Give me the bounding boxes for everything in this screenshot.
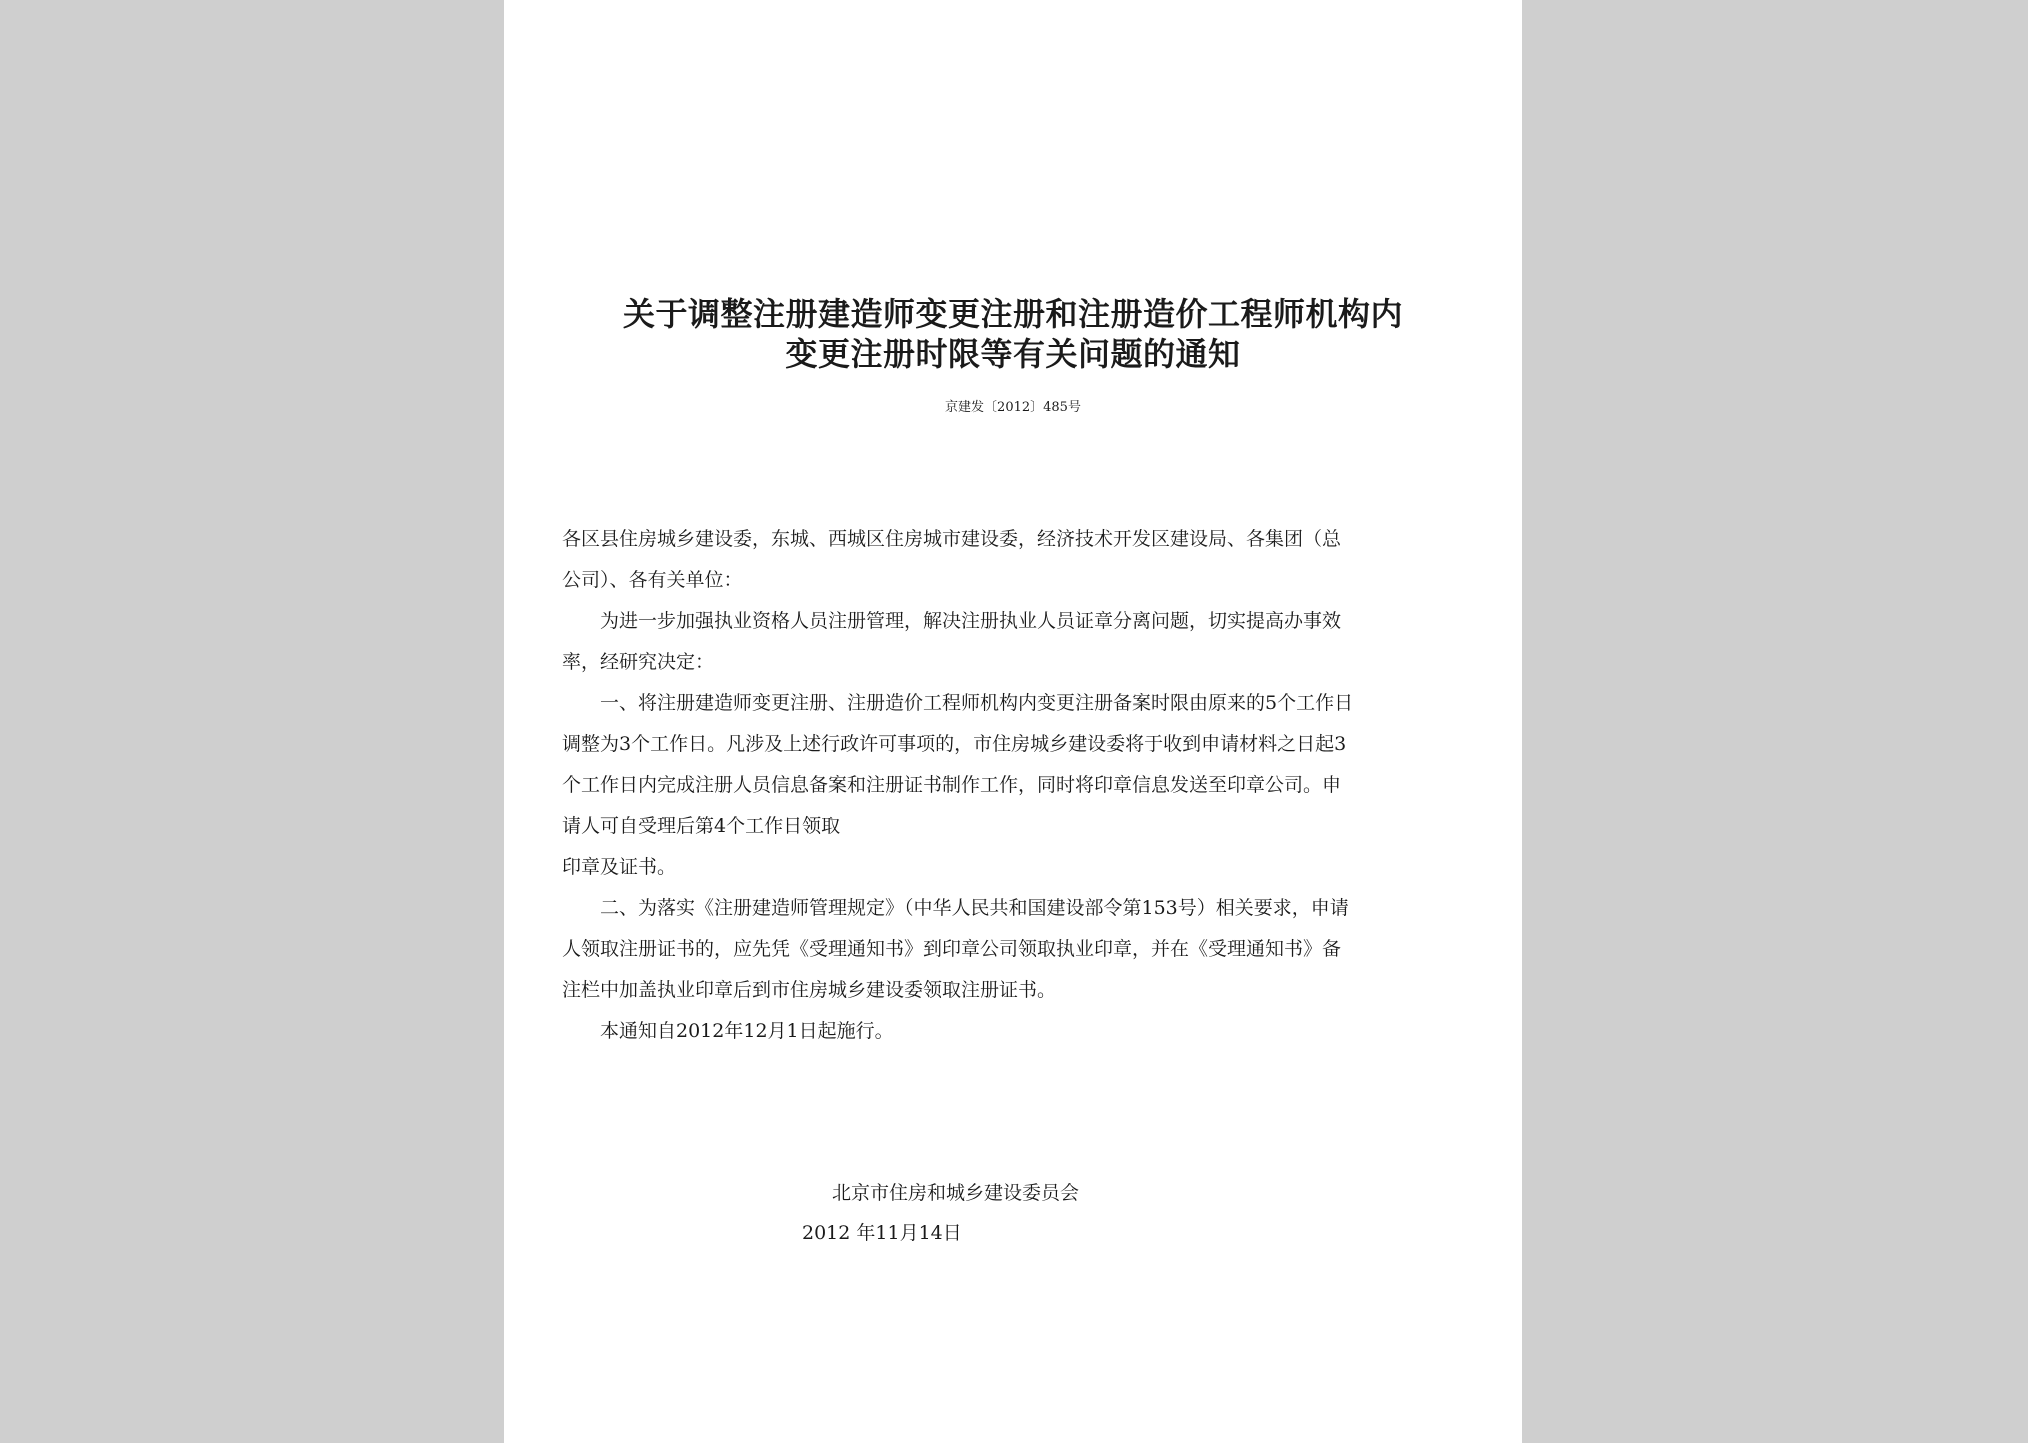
document-page — [504, 0, 1522, 1443]
document-title-line1: 关于调整注册建造师变更注册和注册造价工程师机构内 — [622, 295, 1403, 333]
body-line: 公司）、各有关单位： — [562, 569, 743, 591]
body-line: 请人可自受理后第4个工作日领取 — [562, 815, 841, 837]
body-line: 率，经研究决定： — [562, 651, 715, 673]
body-line: 一、将注册建造师变更注册、注册造价工程师机构内变更注册备案时限由原来的5个工作日 — [562, 692, 1354, 714]
body-line: 印章及证书。 — [562, 856, 677, 878]
body-line: 调整为3个工作日。凡涉及上述行政许可事项的，市住房城乡建设委将于收到申请材料之日起3 — [562, 733, 1347, 755]
body-line: 为进一步加强执业资格人员注册管理，解决注册执业人员证章分离问题，切实提高办事效 — [562, 610, 1342, 632]
body-line: 各区县住房城乡建设委，东城、西城区住房城市建设委，经济技术开发区建设局、各集团（总 — [562, 528, 1342, 550]
body-line: 注栏中加盖执业印章后到市住房城乡建设委领取注册证书。 — [562, 979, 1057, 1001]
issue-date: 2012 年11月14日 — [802, 1222, 962, 1244]
document-number: 京建发〔2012〕485号 — [945, 400, 1081, 415]
issuer-signature: 北京市住房和城乡建设委员会 — [832, 1182, 1080, 1204]
body-line: 二、为落实《注册建造师管理规定》（中华人民共和国建设部令第153号）相关要求，申请 — [562, 897, 1349, 919]
body-line: 人领取注册证书的，应先凭《受理通知书》到印章公司领取执业印章，并在《受理通知书》备 — [562, 938, 1342, 960]
document-title-line2: 变更注册时限等有关问题的通知 — [785, 335, 1241, 373]
body-line: 个工作日内完成注册人员信息备案和注册证书制作工作，同时将印章信息发送至印章公司。申 — [562, 774, 1342, 796]
body-line: 本通知自2012年12月1日起施行。 — [562, 1020, 894, 1042]
